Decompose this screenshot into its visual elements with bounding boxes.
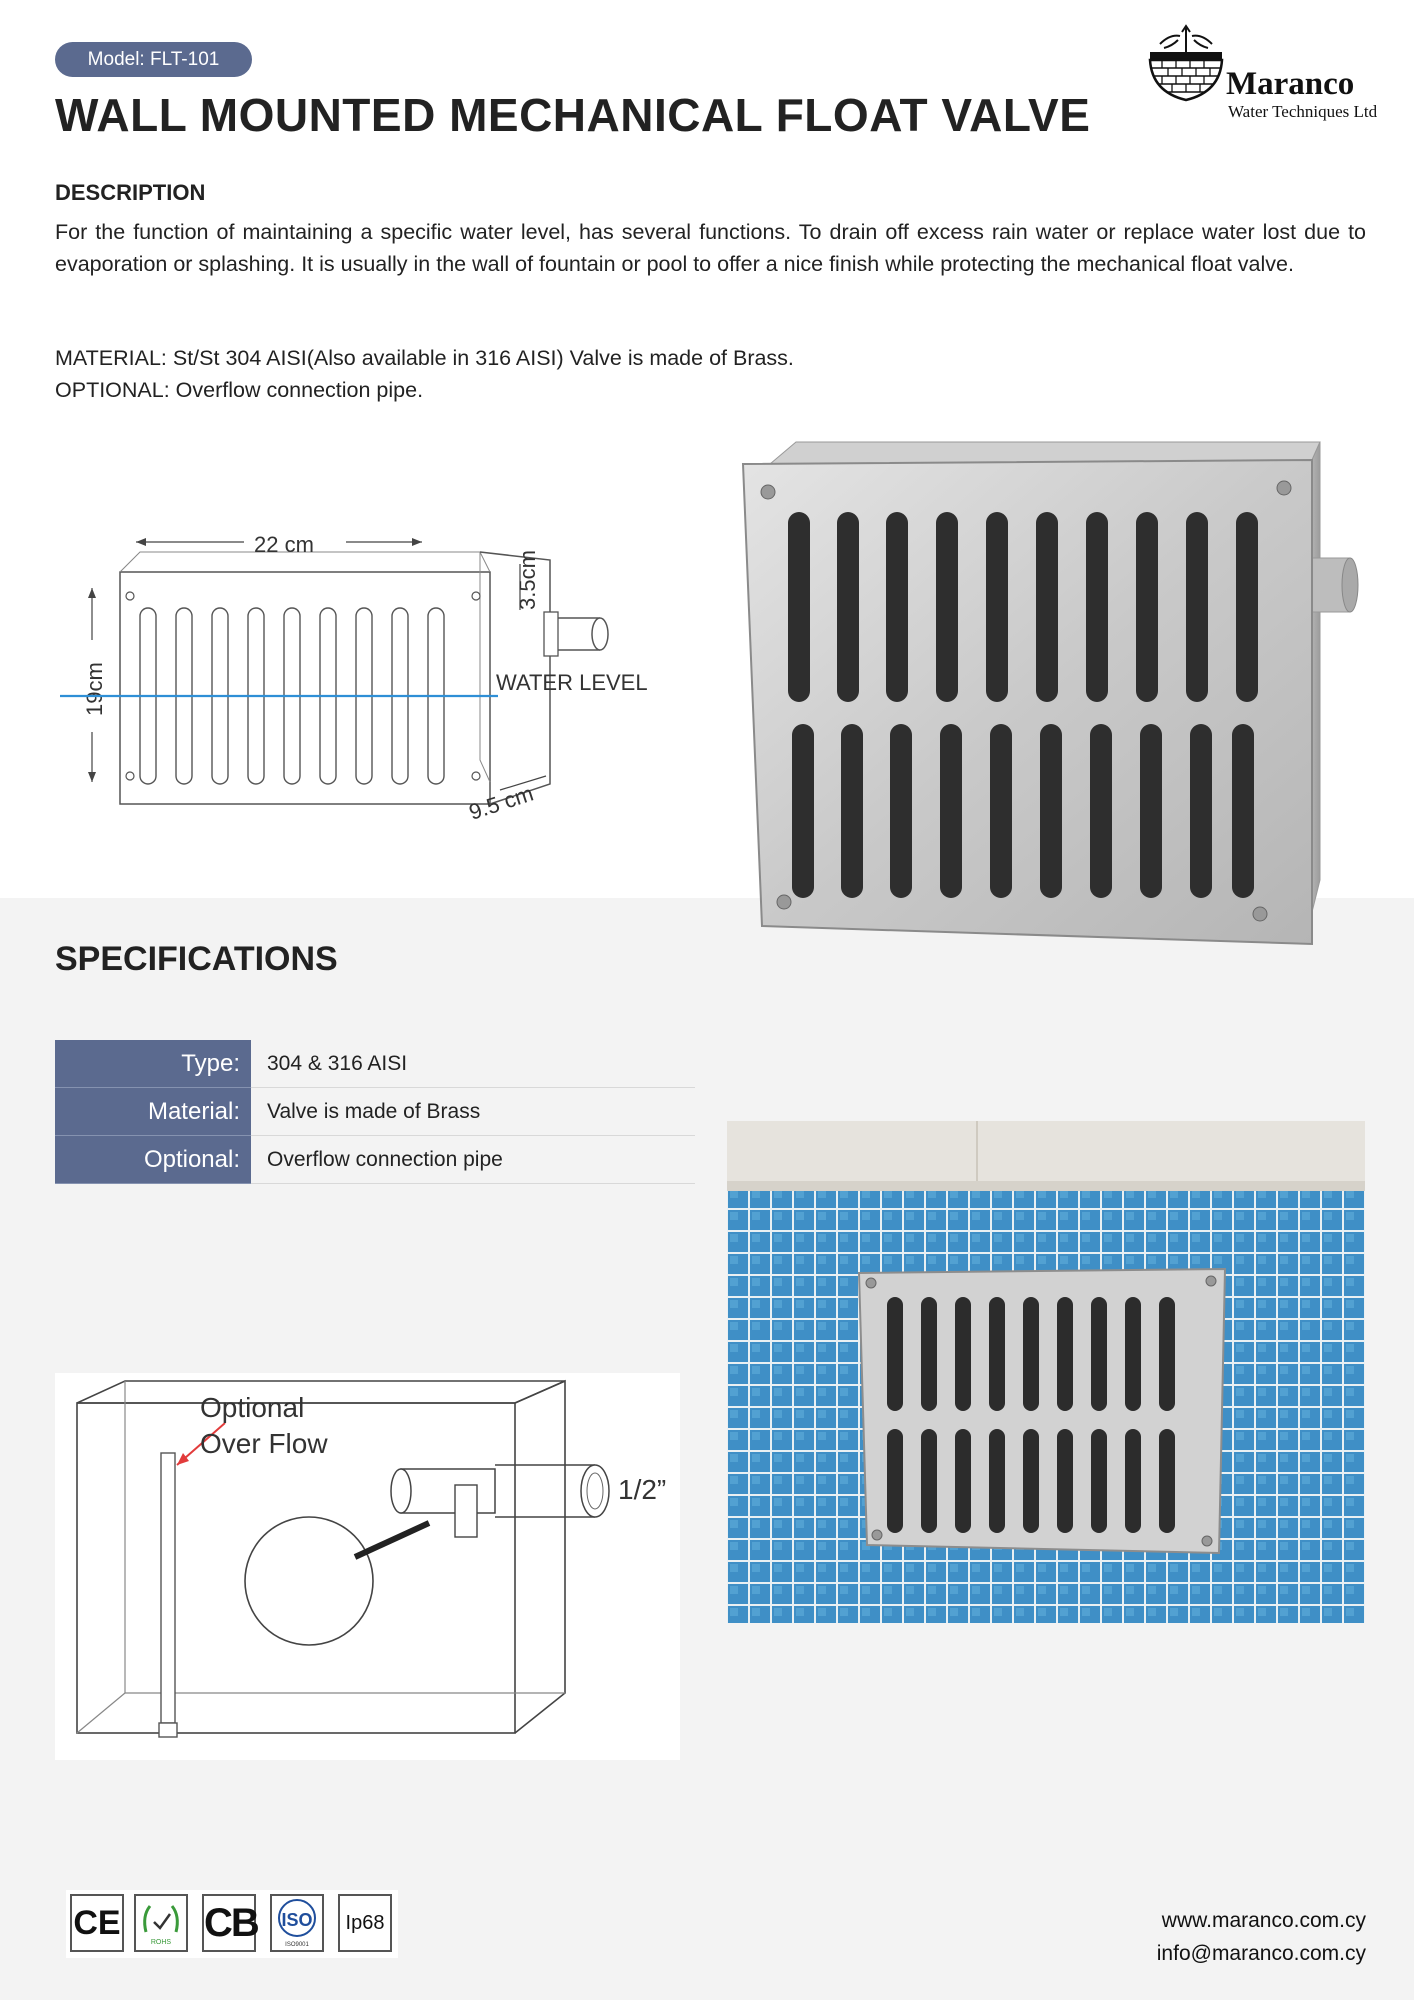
website-link[interactable]: www.maranco.com.cy: [1161, 1909, 1366, 1932]
spec-value: Valve is made of Brass: [251, 1088, 695, 1136]
height-label: 19cm: [82, 662, 107, 716]
company-logo: [1142, 22, 1378, 122]
specifications-table: [55, 1040, 695, 1184]
iso-label: ISO: [281, 1910, 313, 1930]
description-body: For the function of maintaining a specific water level, has several functions. To drain off excess rain water or replace water lost due to evaporation or splashing. It is usually in the wall of fountain or pool to offer a nice finish while protecting the mechanical float valve.: [55, 220, 1366, 276]
spec-row: [55, 1136, 695, 1184]
cb-mark-icon: CB: [202, 1894, 256, 1952]
description-heading: DESCRIPTION: [55, 180, 206, 205]
material-line: MATERIAL: St/St 304 AISI(Also available in 316 AISI) Valve is made of Brass.: [55, 346, 794, 370]
logo-tagline: Water Techniques Ltd: [1228, 102, 1378, 121]
installation-photo: [727, 1121, 1365, 1623]
spec-value: Overflow connection pipe: [251, 1136, 695, 1184]
width-label: 22 cm: [254, 532, 314, 557]
dimension-diagram: [60, 520, 680, 840]
product-photo: [740, 440, 1360, 950]
spec-row: [55, 1040, 695, 1088]
optional-line: OPTIONAL: Overflow connection pipe.: [55, 378, 424, 402]
pipe-size-label: 1/2”: [618, 1474, 667, 1505]
overflow-diagram: [55, 1373, 680, 1760]
specifications-heading: SPECIFICATIONS: [55, 940, 338, 978]
overflow-label-line1: Optional: [200, 1392, 305, 1423]
ce-mark-icon: CE: [70, 1894, 124, 1952]
overflow-label-line2: Over Flow: [200, 1428, 328, 1459]
water-level-label: WATER LEVEL: [496, 670, 648, 695]
depth-label: 9.5 cm: [465, 780, 537, 825]
logo-name: Maranco: [1226, 66, 1355, 102]
certification-strip: [66, 1890, 398, 1958]
iso-sublabel: ISO9001: [285, 1942, 309, 1948]
ip68-icon: Ip68: [338, 1894, 392, 1952]
spec-label: Type:: [55, 1040, 251, 1088]
contact-block: [1157, 1904, 1366, 1970]
model-badge: Model: FLT-101: [55, 42, 252, 77]
rohs-label: ROHS: [150, 1939, 172, 1946]
page-title: WALL MOUNTED MECHANICAL FLOAT VALVE: [55, 89, 1091, 141]
spec-value: 304 & 316 AISI: [251, 1040, 695, 1088]
pipe-offset-label: 3.5cm: [515, 550, 540, 610]
rohs-icon: [134, 1894, 188, 1952]
spec-label: Optional:: [55, 1136, 251, 1184]
spec-label: Material:: [55, 1088, 251, 1136]
spec-row: [55, 1088, 695, 1136]
email-link[interactable]: info@maranco.com.cy: [1156, 1942, 1366, 1965]
iso-icon: [270, 1894, 324, 1952]
